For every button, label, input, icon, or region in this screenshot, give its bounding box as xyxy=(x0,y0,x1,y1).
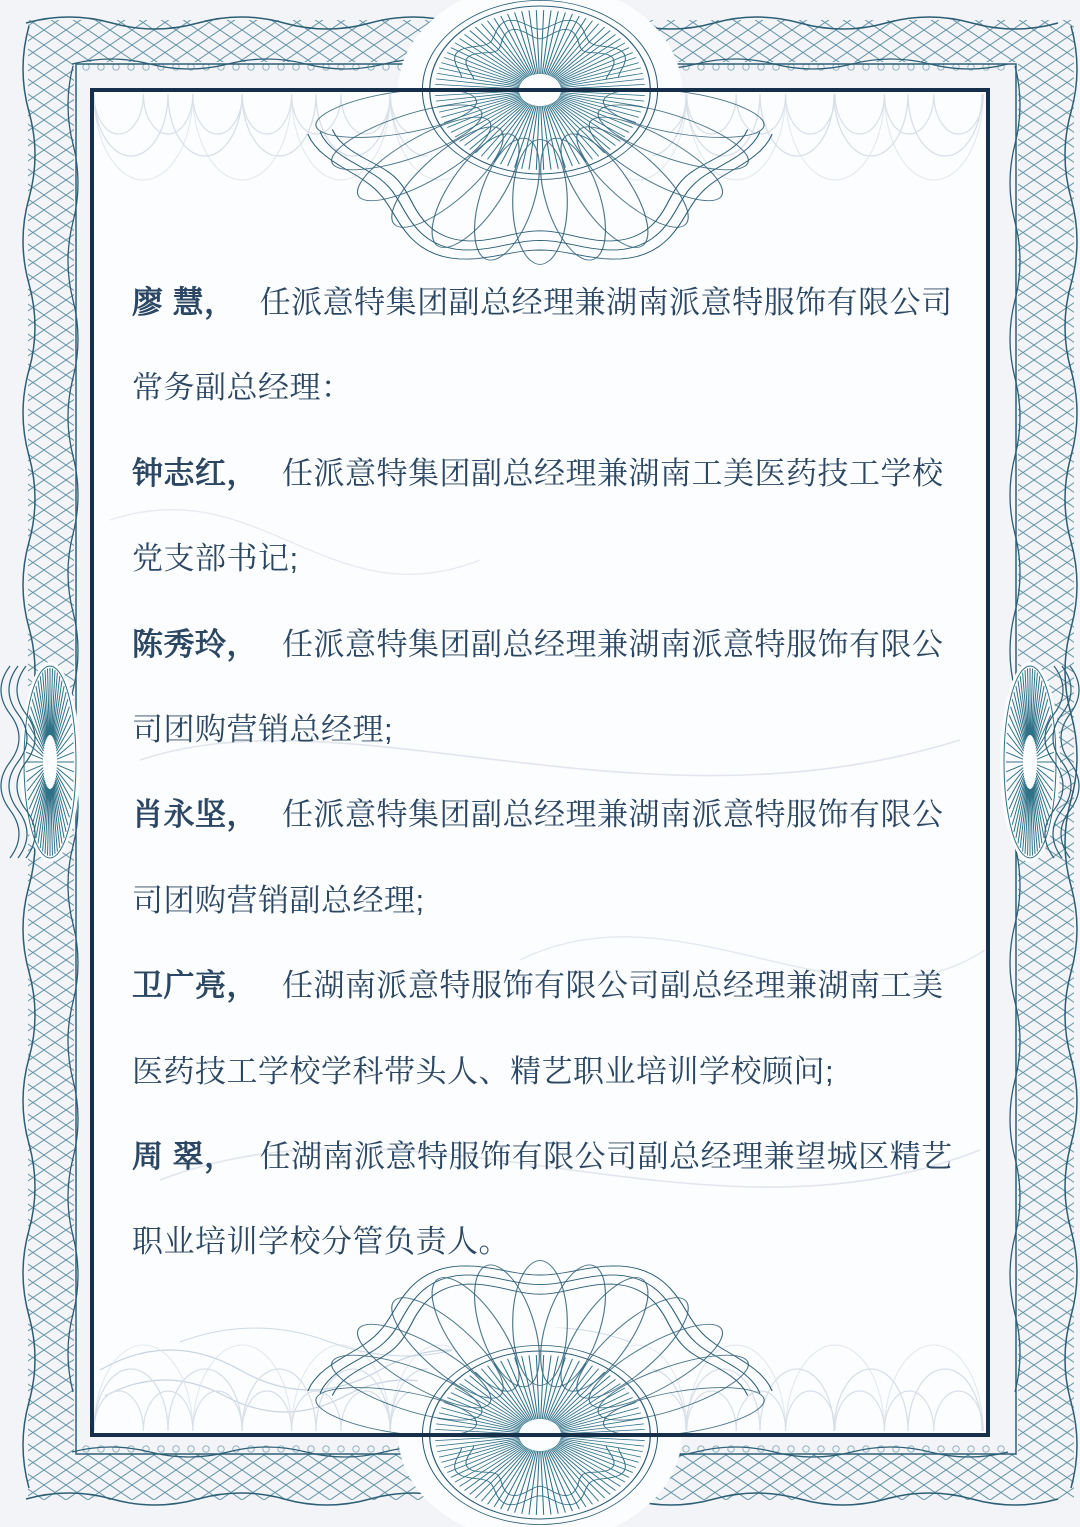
appointment-title: 任湖南派意特服饰有限公司副总经理兼湖南工美 xyxy=(282,968,944,1004)
entry-1-line-2: 常务副总经理： xyxy=(132,370,353,406)
entry-6-line-2: 职业培训学校分管负责人。 xyxy=(132,1224,510,1260)
person-name: 卫广亮， xyxy=(132,968,258,1004)
appointment-title: 任派意特集团副总经理兼湖南派意特服饰有限公 xyxy=(282,626,944,662)
appointment-notice-text xyxy=(132,260,968,1285)
person-name: 周 翠， xyxy=(132,1138,236,1174)
side-medallion-left xyxy=(1,662,80,862)
entry-3-line-1 xyxy=(132,602,968,687)
entry-3-line-2: 司团购营销总经理; xyxy=(132,711,394,747)
entry-1-line-1 xyxy=(132,260,968,345)
appointment-title: 任派意特集团副总经理兼湖南派意特服饰有限公 xyxy=(282,797,944,833)
appointment-title: 任派意特集团副总经理兼湖南派意特服饰有限公司 xyxy=(259,285,953,320)
entry-4-line-1 xyxy=(132,772,968,857)
entry-2-line-2: 党支部书记; xyxy=(132,541,299,577)
entry-5-line-1 xyxy=(132,943,968,1028)
person-name: 陈秀玲， xyxy=(132,626,258,662)
person-name: 廖 慧， xyxy=(132,285,236,320)
entry-6-line-1 xyxy=(132,1114,968,1199)
person-name: 肖永坚， xyxy=(132,797,258,833)
person-name: 钟志红， xyxy=(132,455,258,491)
entry-2-line-1 xyxy=(132,431,968,516)
entry-5-line-2: 医药技工学校学科带头人、精艺职业培训学校顾问; xyxy=(132,1053,835,1089)
appointment-title: 任派意特集团副总经理兼湖南工美医药技工学校 xyxy=(282,455,944,491)
appointment-title: 任湖南派意特服饰有限公司副总经理兼望城区精艺 xyxy=(259,1138,953,1174)
entry-4-line-2: 司团购营销副总经理; xyxy=(132,882,425,918)
